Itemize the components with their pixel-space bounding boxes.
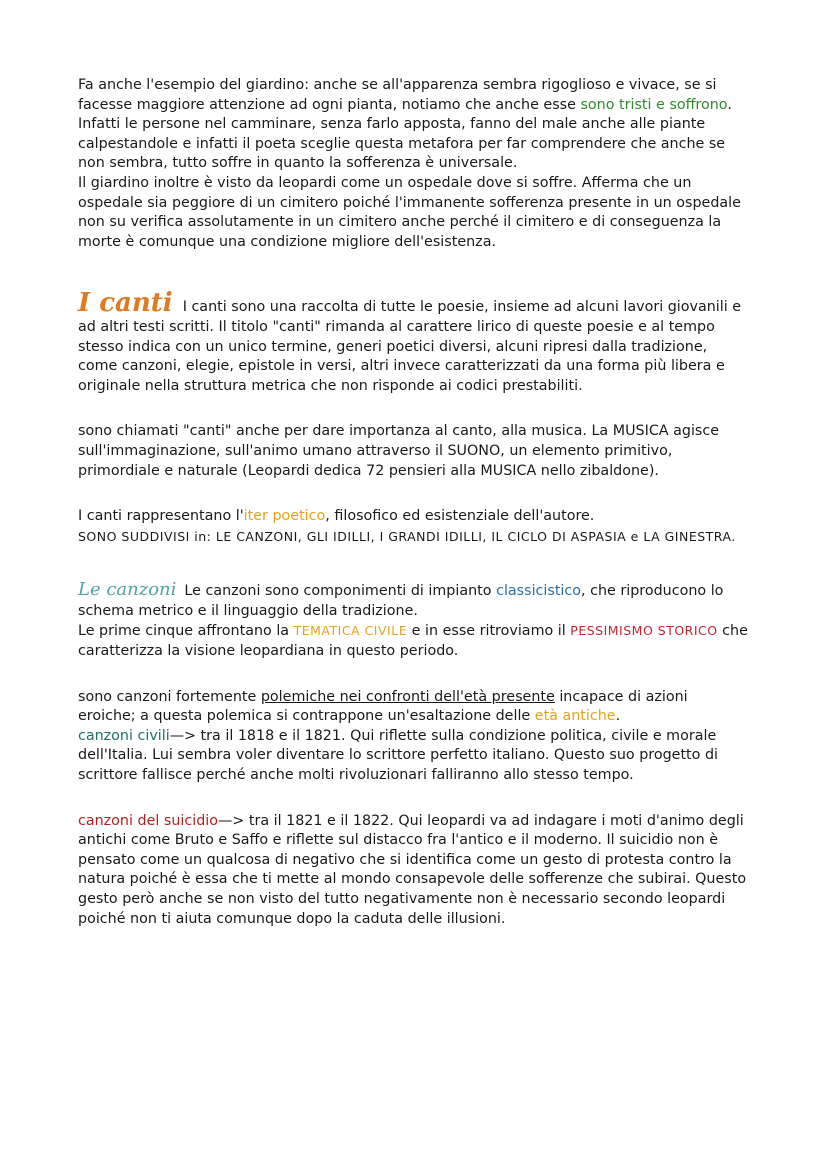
label-canzoni-suicidio: canzoni del suicidio <box>78 812 219 829</box>
text: incapace di azioni eroiche; a questa polemica si contrappone un'esaltazione delle <box>78 688 688 725</box>
highlight-blue: classicistico <box>496 583 582 600</box>
text: Le prime cinque affrontano la <box>78 623 294 640</box>
paragraph-suicidio <box>78 812 748 930</box>
paragraph-polemica <box>78 688 748 727</box>
text: I canti sono una raccolta di tutte le poesie, insieme ad alcuni lavori giovanili e ad altri testi scritti. Il titolo "canti" rimanda al carattere lirico di queste poesie e al tempo stesso indica con un unico termine, generi poetici diversi, alcuni ripresi dalla tradizione, come canzoni, elegie, epistole in versi, altri invece caratterizzati da una forma più libera e originale nella struttura metrica che non risponde ai codici prestabiliti. <box>78 299 742 394</box>
paragraph-canzoni <box>78 580 748 661</box>
text: Fa anche l'esempio del giardino: anche se all'apparenza sembra rigoglioso e vivace, se si facesse maggiore attenzione ad ogni pianta, notiamo che anche esse <box>78 77 717 113</box>
highlight-orange: iter poetico <box>243 508 326 525</box>
text: tra il 1821 e il 1822. Qui leopardi va ad indagare i moti d'animo degli antichi come Bruto e Saffo e riflette sul distacco fra l'antico e il moderno. Il suicidio non è pensato come un qualcosa di negativo che si identifica come un gesto di protesta contro la natura poiché è essa che ti mette al mondo consapevole delle sofferenze che subirai. Questo gesto però anche se non visto del tutto negativamente non è necessario secondo leopardi poiché non ti aiuta comunque dopo la caduta delle illusioni. <box>78 812 747 927</box>
text: , che riproducono lo schema metrico e il linguaggio della tradizione. <box>78 583 724 619</box>
text: tra il 1818 e il 1821. Qui riflette sulla condizione politica, civile e morale dell'Italia. Lui sembra voler diventare lo scrittore perfetto italiano. Questo suo progetto di scrittore fallisce perché anche molti rivoluzionari falliranno allo stesso tempo. <box>78 727 719 784</box>
paragraph-canti <box>78 288 748 396</box>
arrow-icon: —> <box>218 812 245 829</box>
paragraph-civili <box>78 727 748 786</box>
text: . <box>615 708 621 725</box>
text: I canti rappresentano l' <box>78 508 244 525</box>
text: , filosofico ed esistenziale dell'autore. <box>325 508 595 525</box>
highlight-pessimismo: PESSIMISMO STORICO <box>570 623 718 639</box>
highlight-green: sono tristi e soffrono <box>580 96 728 113</box>
paragraph-iter <box>78 507 748 547</box>
paragraph-giardino <box>78 76 748 174</box>
text: Le canzoni sono componimenti di impianto <box>184 583 497 600</box>
text: . Infatti le persone nel camminare, senza farlo apposta, fanno del male anche alle piante calpestandole e infatti il poeta sceglie questa metafora per far comprendere che anche se non sembra, tutto soffre in quanto la sofferenza è universale. <box>78 96 732 172</box>
highlight-orange: età antiche <box>534 708 616 725</box>
arrow-icon: —> <box>169 727 197 744</box>
paragraph-musica: sono chiamati "canti" anche per dare importanza al canto, alla musica. La MUSICA agisce sull'immaginazione, sull'animo umano attraverso il SUONO, un elemento primitivo, primordiale e naturale (Leopardi dedica 72 pensieri alla MUSICA nello zibaldone). <box>78 423 720 479</box>
section-heading-canti: I canti <box>78 288 173 319</box>
label-canzoni-civili: canzoni civili <box>78 727 170 744</box>
text: sono canzoni fortemente <box>78 688 261 705</box>
subdivision-list: SONO SUDDIVISI in: LE CANZONI, GLI IDILLI, I GRANDI IDILLI, IL CICLO DI ASPASIA e LA GINESTRA. <box>78 528 736 544</box>
text: e in esse ritroviamo il <box>407 623 571 640</box>
paragraph-ospedale: Il giardino inoltre è visto da leopardi come un ospedale dove si soffre. Afferma che un ospedale sia peggiore di un cimitero poiché l'immanente sofferenza presente in un ospedale non su verifica assolutamente in un cimitero anche perché il cimitero e di conseguenza la morte è comunque una condizione migliore dell'esistenza. <box>78 174 741 250</box>
text: che caratterizza la visione leopardiana in questo periodo. <box>78 623 748 660</box>
section-heading-canzoni: Le canzoni <box>78 579 177 601</box>
highlight-tematica: TEMATICA CIVILE <box>293 623 408 639</box>
underlined-text: polemiche nei confronti dell'età presente <box>260 688 555 705</box>
